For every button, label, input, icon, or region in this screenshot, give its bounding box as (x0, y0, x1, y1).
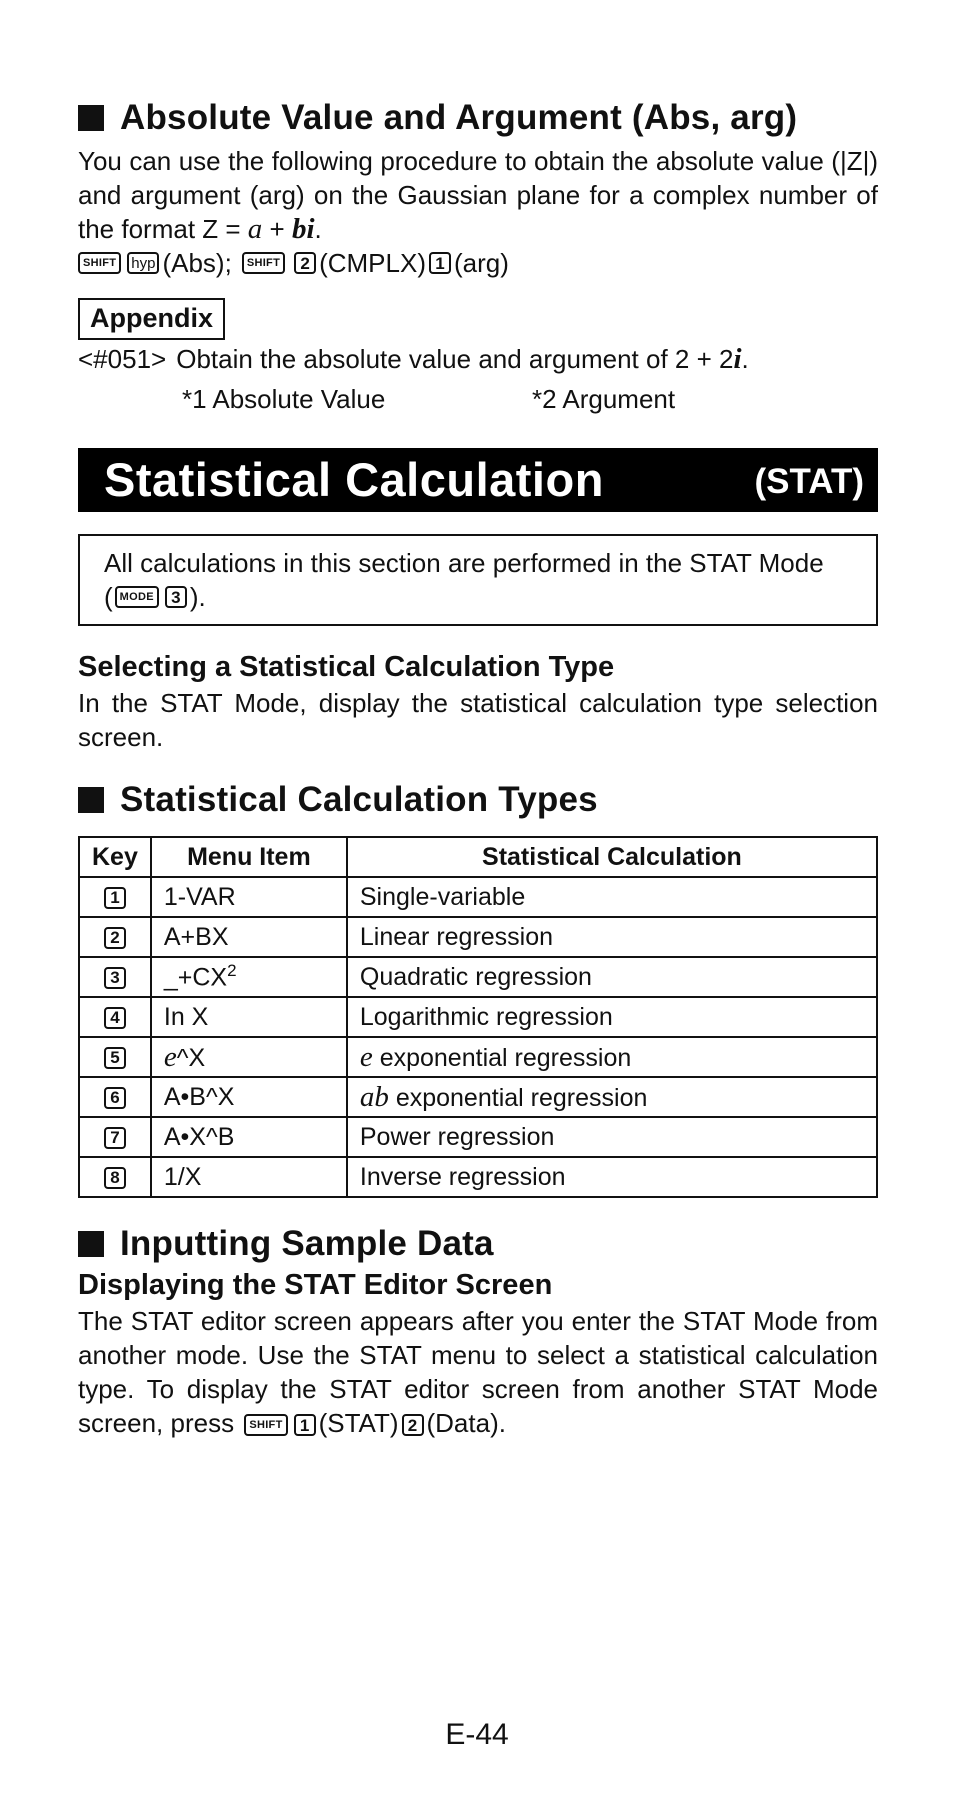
selecting-body: In the STAT Mode, display the statistical calculation type selection screen. (78, 688, 878, 752)
two-key-icon: 2 (104, 927, 126, 949)
abs-label: (Abs); (162, 248, 232, 278)
table-row (79, 877, 877, 917)
calc-cell: Linear regression (347, 917, 877, 957)
key-cell (79, 997, 151, 1037)
formula-plus: + (262, 214, 292, 244)
calc-cell: Inverse regression (347, 1157, 877, 1197)
calc-cell: Logarithmic regression (347, 997, 877, 1037)
menu-text: _+CX (163, 963, 228, 992)
note-absolute-value: *1 Absolute Value (182, 384, 386, 414)
menu-cell: In X (151, 997, 347, 1037)
two-key-icon: 2 (294, 252, 316, 274)
types-heading-text: Statistical Calculation Types (120, 780, 598, 819)
inputting-heading-text: Inputting Sample Data (120, 1224, 494, 1263)
banner-subtitle: (STAT) (754, 462, 864, 501)
square-bullet-icon (78, 787, 104, 813)
key-cell (79, 917, 151, 957)
one-key-icon: 1 (294, 1414, 316, 1436)
calc-italic: ab (359, 1080, 389, 1113)
calc-cell: Power regression (347, 1117, 877, 1157)
stat-mode-note (78, 534, 878, 626)
types-table-body (79, 877, 877, 1197)
example-id: <#051> (78, 344, 167, 374)
square-bullet-icon (78, 105, 104, 131)
editor-subheading: Displaying the STAT Editor Screen (78, 1269, 553, 1301)
types-table (78, 836, 878, 1198)
table-row (79, 1077, 877, 1117)
key-cell (79, 877, 151, 917)
three-key-icon: 3 (165, 586, 187, 608)
manual-page (78, 96, 878, 1440)
arg-label: (arg) (454, 248, 509, 278)
table-row (79, 917, 877, 957)
note-close-paren: ). (189, 582, 206, 612)
calc-text: exponential regression (372, 1043, 632, 1072)
menu-cell: A•X^B (151, 1117, 347, 1157)
editor-body-text: The STAT editor screen appears after you enter the STAT Mode from another mode. Use the STAT menu to select a statistical calculation type. To display the STAT editor screen from another STAT Mode screen, press (78, 1306, 878, 1438)
menu-cell: A•B^X (151, 1077, 347, 1117)
formula-bi: bi (291, 213, 315, 245)
menu-italic: e (163, 1040, 177, 1073)
one-key-icon: 1 (429, 252, 451, 274)
calc-cell: Quadratic regression (347, 957, 877, 997)
eight-key-icon: 8 (104, 1167, 126, 1189)
menu-cell: 1/X (151, 1157, 347, 1197)
example-end: . (741, 344, 749, 374)
five-key-icon: 5 (104, 1047, 126, 1069)
abs-key-sequence (78, 246, 878, 280)
four-key-icon: 4 (104, 1007, 126, 1029)
page-number: E-44 (445, 1718, 509, 1751)
appendix-label: Appendix (78, 298, 225, 340)
seven-key-icon: 7 (104, 1127, 126, 1149)
section-banner (78, 448, 878, 512)
example-i: i (733, 343, 742, 375)
calc-text: exponential regression (388, 1083, 648, 1112)
example-text: Obtain the absolute value and argument of 2 + 2 (176, 344, 734, 374)
key-cell (79, 957, 151, 997)
menu-cell: 1-VAR (151, 877, 347, 917)
editor-body (78, 1304, 878, 1440)
abs-heading (78, 96, 878, 140)
note-argument: *2 Argument (532, 384, 676, 414)
header-key: Key (79, 837, 151, 877)
stat-label: (STAT) (318, 1408, 399, 1438)
six-key-icon: 6 (104, 1087, 126, 1109)
square-bullet-icon (78, 1231, 104, 1257)
note-open-paren: ( (104, 582, 113, 612)
appendix-notes (78, 382, 878, 416)
key-cell (79, 1157, 151, 1197)
key-cell (79, 1037, 151, 1077)
banner-title: Statistical Calculation (104, 453, 604, 506)
table-row (79, 997, 877, 1037)
header-menu-item: Menu Item (151, 837, 347, 877)
selecting-heading: Selecting a Statistical Calculation Type (78, 651, 615, 683)
header-stat-calc: Statistical Calculation (347, 837, 877, 877)
note-keys (104, 580, 854, 614)
table-row (79, 1157, 877, 1197)
abs-body (78, 144, 878, 246)
shift-key-icon: SHIFT (242, 252, 285, 274)
table-row (79, 957, 877, 997)
types-heading (78, 778, 878, 822)
table-row (79, 1117, 877, 1157)
cmplx-label: (CMPLX) (319, 248, 426, 278)
three-key-icon: 3 (104, 967, 126, 989)
key-cell (79, 1077, 151, 1117)
inputting-heading (78, 1222, 878, 1266)
calc-italic: e (359, 1040, 373, 1073)
menu-text: ^X (176, 1043, 206, 1072)
two-key-icon: 2 (402, 1414, 424, 1436)
menu-cell: A+BX (151, 917, 347, 957)
key-cell (79, 1117, 151, 1157)
table-header-row (79, 837, 877, 877)
appendix-example (78, 342, 878, 376)
calc-cell (347, 1037, 877, 1077)
table-row (79, 1037, 877, 1077)
menu-cell (151, 957, 347, 997)
calc-cell: Single-variable (347, 877, 877, 917)
data-label: (Data). (426, 1408, 506, 1438)
note-text: All calculations in this section are performed in the STAT Mode (104, 548, 824, 578)
mode-key-icon: MODE (115, 586, 159, 608)
menu-cell (151, 1037, 347, 1077)
shift-key-icon: SHIFT (244, 1414, 287, 1436)
calc-cell (347, 1077, 877, 1117)
formula-end: . (314, 214, 322, 244)
menu-superscript: 2 (227, 961, 237, 981)
abs-heading-text: Absolute Value and Argument (Abs, arg) (120, 98, 798, 137)
formula-a: a (247, 213, 263, 245)
abs-body-text: You can use the following procedure to obtain the absolute value (|Z|) and argument (arg) on the Gaussian plane for a complex number of the format Z = (78, 146, 878, 244)
hyp-key-icon: hyp (127, 252, 159, 274)
one-key-icon: 1 (104, 887, 126, 909)
shift-key-icon: SHIFT (78, 252, 121, 274)
